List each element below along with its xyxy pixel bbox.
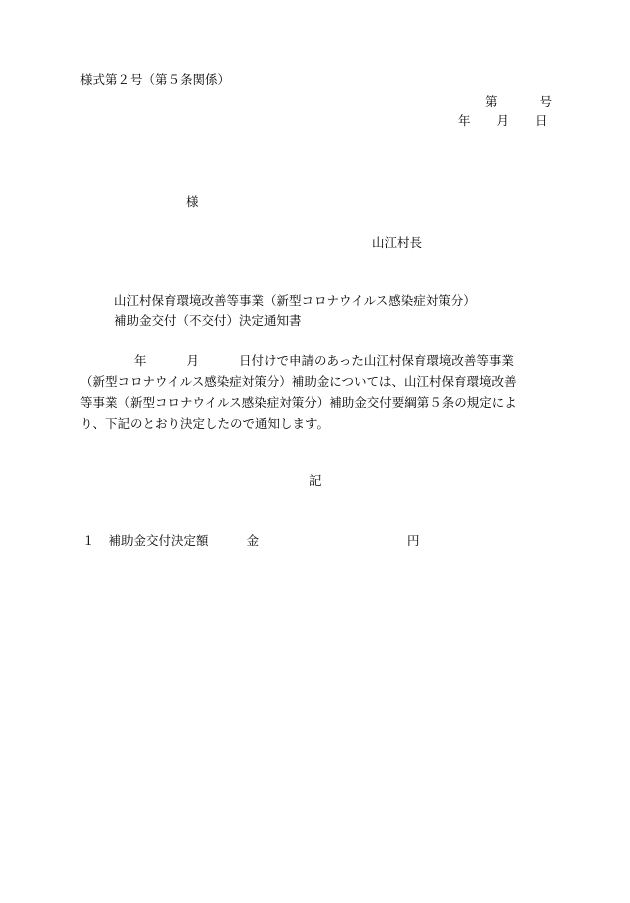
body-line-2: （新型コロナウイルス感染症対策分）補助金については、山江村保育環境改善: [80, 374, 517, 389]
document-number: [485, 94, 552, 109]
date-year: 年: [458, 113, 471, 128]
body-line-1-text: 日付けで申請のあった山江村保育環境改善等事業: [239, 353, 514, 368]
item-amount-prefix: 金: [246, 533, 260, 548]
body-line-4: り、下記のとおり決定したので通知します。: [80, 416, 330, 431]
sender-name: 山江村長: [372, 235, 423, 250]
document-number-prefix: 第: [485, 94, 498, 109]
document-number-suffix: 号: [539, 94, 553, 109]
ki-heading: 記: [309, 473, 322, 488]
item-number: １: [82, 533, 95, 548]
body-month: 月: [186, 353, 200, 368]
item-label: 補助金交付決定額: [108, 533, 209, 548]
document-date: [458, 113, 548, 128]
notice-body: [80, 350, 552, 434]
date-day: 日: [535, 113, 548, 128]
body-line-1: [80, 350, 552, 371]
notice-title-line-2: 補助金交付（不交付）決定通知書: [114, 313, 302, 328]
body-line-3: 等事業（新型コロナウイルス感染症対策分）補助金交付要綱第５条の規定によ: [80, 395, 517, 410]
list-item: [82, 533, 420, 548]
addressee-honorific: 様: [186, 194, 199, 209]
body-year: 年: [134, 353, 147, 368]
item-amount-suffix: 円: [407, 533, 420, 548]
date-month: 月: [496, 113, 510, 128]
notice-title-line-1: 山江村保育環境改善等事業（新型コロナウイルス感染症対策分）: [114, 293, 476, 308]
form-number: 様式第２号（第５条関係）: [80, 72, 231, 87]
